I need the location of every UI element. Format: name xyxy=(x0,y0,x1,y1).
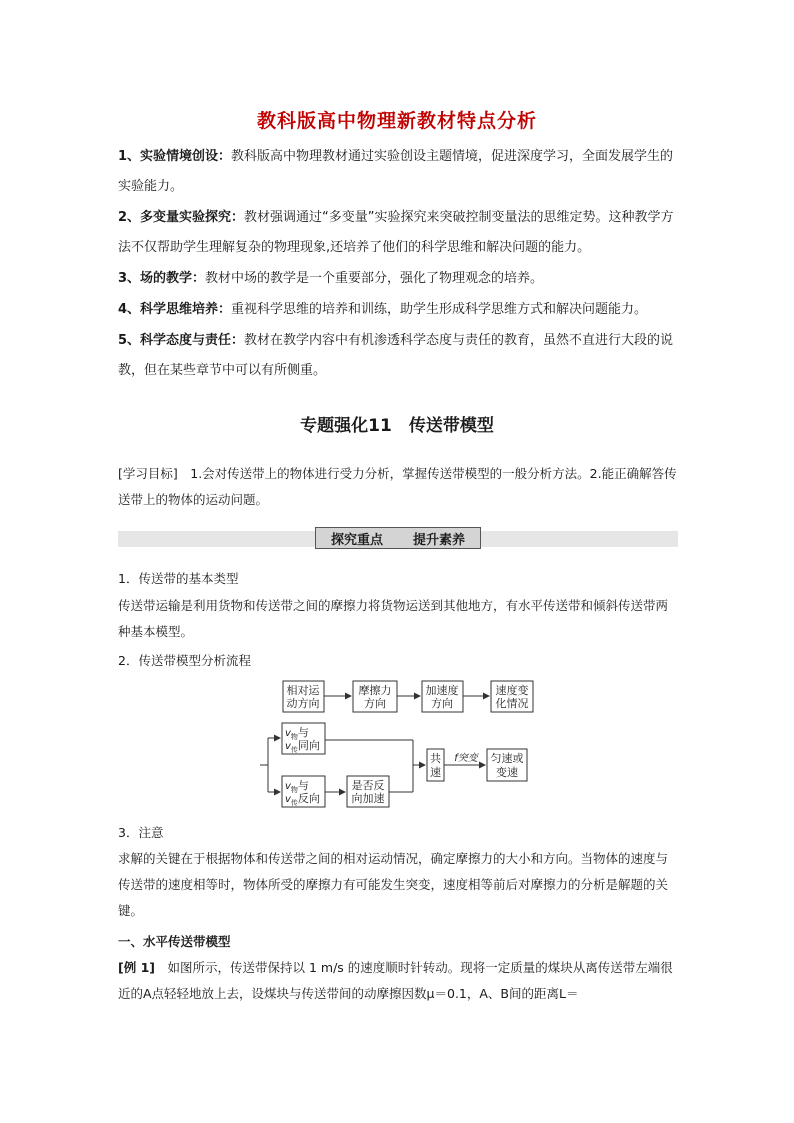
document-title: 教科版高中物理新教材特点分析 xyxy=(256,110,537,132)
section3-text: 求解的关键在于根据物体和传送带之间的相对运动情况，确定摩擦力的大小和方向。当物体的速度与传送带的速度相等时，物体所受的摩擦力有可能发生突变，速度相等前后对摩擦力的分析是解题的关键。 xyxy=(118,851,669,918)
section-banner xyxy=(315,527,481,549)
feature-3 xyxy=(118,264,678,294)
section1-text: 传送带运输是利用货物和传送带之间的摩擦力将货物运送到其他地方，有水平传送带和倾斜传送带两种基本模型。 xyxy=(118,598,669,639)
flow-top-4-line1: 速度变 xyxy=(495,684,529,697)
flow-same-line2: $v_传$同向 xyxy=(285,739,320,754)
flow-top-3-line1: 加速度 xyxy=(425,684,459,697)
flow-common-line1: 共 xyxy=(430,752,441,765)
flow-opp-line1: $v_物$与 xyxy=(285,779,309,794)
flow-result-line2: 变速 xyxy=(496,766,518,779)
feature-2 xyxy=(118,203,678,263)
feature-4 xyxy=(118,295,678,325)
part1-title: 一、水平传送带模型 xyxy=(118,934,231,949)
flow-same-line1: $v_物$与 xyxy=(285,726,309,741)
example-1 xyxy=(118,955,678,1007)
feature-1-text: 教科版高中物理教材通过实验创设主题情境，促进深度学习，全面发展学生的实验能力。 xyxy=(118,149,674,194)
topic-title: 专题强化11 传送带模型 xyxy=(300,416,494,436)
banner-right: 提升素养 xyxy=(412,532,465,548)
feature-4-label: 4、科学思维培养： xyxy=(118,302,232,317)
flow-opp-line2: $v_传$反向 xyxy=(285,792,320,807)
feature-1-label: 1、实验情境创设： xyxy=(118,149,232,164)
flow-top-2-line2: 方向 xyxy=(364,697,386,710)
flow-result-line1: 匀速或 xyxy=(490,752,524,765)
learning-objectives: [学习目标] 1.会对传送带上的物体进行受力分析，掌握传送带模型的一般分析方法。2.能正确解答传送带上的物体的运动问题。 xyxy=(118,466,677,507)
feature-1 xyxy=(118,142,678,202)
section1-title: 1．传送带的基本类型 xyxy=(118,571,239,586)
feature-3-label: 3、场的教学： xyxy=(118,271,206,286)
feature-2-label: 2、多变量实验探究： xyxy=(118,210,245,225)
example-1-label: [例 1] xyxy=(118,960,155,975)
feature-5-text: 教材在教学内容中有机渗透科学态度与责任的教育，虽然不直进行大段的说教，但在某些章节中可以有所侧重。 xyxy=(118,333,674,378)
flow-top-1-line2: 动方向 xyxy=(286,697,320,710)
flow-common-line2: 速 xyxy=(430,766,441,779)
flow-diagram xyxy=(255,673,545,813)
feature-5-label: 5、科学态度与责任： xyxy=(118,333,245,348)
example-1-text: 如图所示，传送带保持以 1 m/s 的速度顺时针转动。现将一定质量的煤块从离传送带左端很近的A点轻轻地放上去，设煤块与传送带间的动摩擦因数μ＝0.1，A、B间的距离L＝ xyxy=(118,960,673,1001)
feature-3-text: 教材中场的教学是一个重要部分，强化了物理观念的培养。 xyxy=(205,271,544,286)
flow-check-line1: 是否反 xyxy=(351,779,385,792)
feature-5 xyxy=(118,326,678,386)
flow-top-1-line1: 相对运 xyxy=(286,684,320,697)
feature-4-text: 重视科学思维的培养和训练，助学生形成科学思维方式和解决问题能力。 xyxy=(231,302,648,317)
section3-title: 3．注意 xyxy=(118,825,164,840)
banner-left: 探究重点 xyxy=(330,532,383,548)
section2-title: 2．传送带模型分析流程 xyxy=(118,653,251,668)
flow-top-4-line2: 化情况 xyxy=(495,697,529,710)
flow-f-label: f突变 xyxy=(454,753,478,764)
flow-top-2-line1: 摩擦力 xyxy=(358,684,392,697)
flow-check-line2: 向加速 xyxy=(351,792,385,805)
flow-top-3-line2: 方向 xyxy=(431,697,453,710)
feature-2-text: 教材强调通过“多变量”实验探究来突破控制变量法的思维定势。这种教学方法不仅帮助学生理解复杂的物理现象,还培养了他们的科学思维和解决问题的能力。 xyxy=(118,210,674,255)
